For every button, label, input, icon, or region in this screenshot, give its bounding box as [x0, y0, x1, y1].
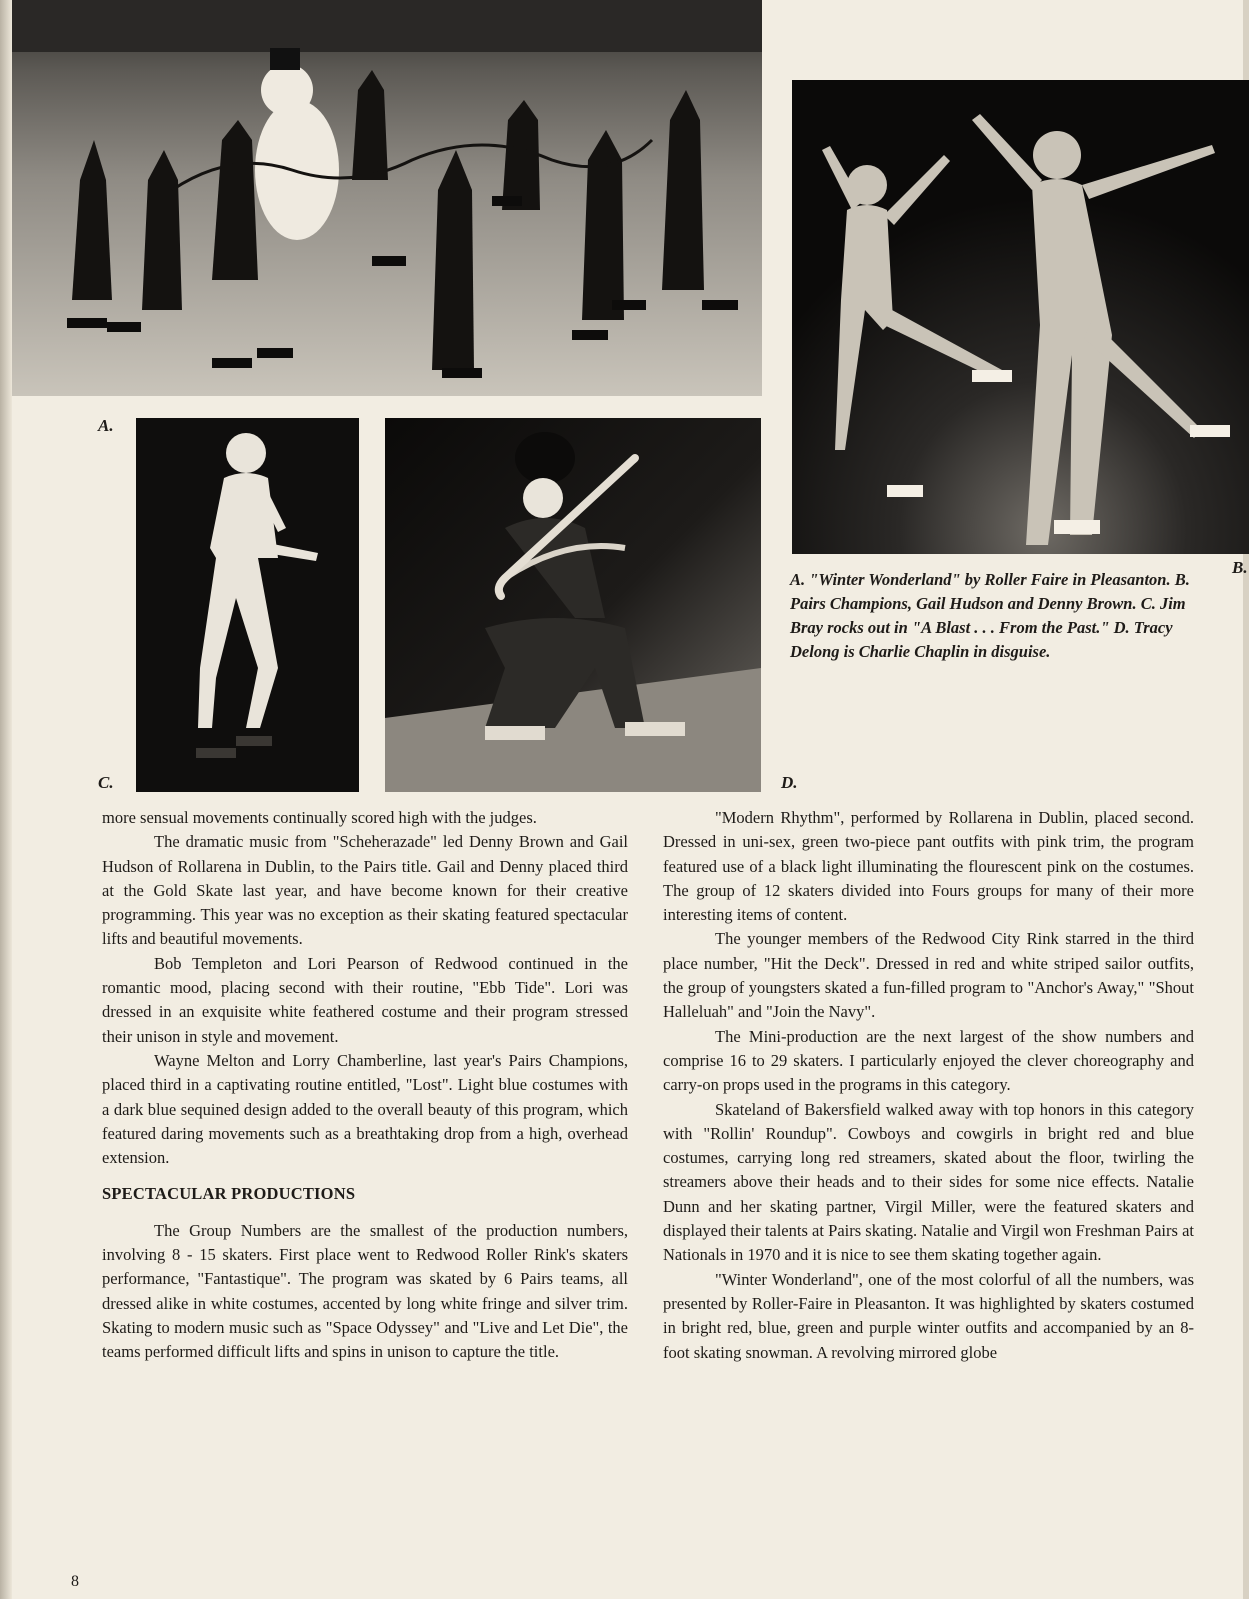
photo-a-winter-wonderland — [12, 0, 762, 396]
roller-skating-group-photo — [12, 0, 762, 396]
photo-a-label: A. — [98, 416, 114, 435]
paragraph: The Group Numbers are the smallest of the production numbers, involving 8 - 15 skaters. First place went to Redwood Roller Rink's skaters performance, "Fantastique". The program was skated by 6 Pairs teams, all dressed alike in white costumes, accented by long white fringe and silver trim. Skating to modern music such as "Space Odyssey" and "Live and Let Die", the teams performed difficult lifts and spins in unison to capture the title. — [102, 1220, 628, 1362]
paragraph: The younger members of the Redwood City Rink starred in the third place number, "Hit the Deck". Dressed in red and white striped sailor outfits, the group of youngsters skated a fun-filled program to "Anchor's Away," "Shout Halleluah" and "Join the Navy". — [663, 929, 1194, 1022]
paragraph: "Modern Rhythm", performed by Rollarena in Dublin, placed second. Dressed in uni-sex, green two-piece pant outfits with pink trim, the program featured use of a black light illuminating the flourescent pink on the costumes. The group of 12 skaters divided into Fours groups for many of their more interesting items of content. — [663, 808, 1194, 925]
solo-skater-white-suit-photo — [136, 418, 359, 792]
photo-d-label: D. — [781, 773, 798, 792]
photo-b-pairs-champions — [792, 80, 1249, 554]
pairs-skaters-photo — [792, 80, 1249, 554]
photo-b-label: B. — [1232, 558, 1248, 577]
charlie-chaplin-skater-photo — [385, 418, 761, 792]
article-column-right — [663, 806, 1194, 1365]
paragraph: "Winter Wonderland", one of the most colorful of all the numbers, was presented by Roller-Faire in Pleasanton. It was highlighted by skaters costumed in bright red, blue, green and purple winter outfits and accompanied by an 8-foot skating snowman. A revolving mirrored globe — [663, 1269, 1194, 1362]
paragraph: Skateland of Bakersfield walked away with top honors in this category with "Rollin' Roundup". Cowboys and cowgirls in bright red and blue costumes, carrying long red streamers, skated about the floor, twirling the streamers above their heads and to their sides for some nice effects. Natalie Dunn and her skating partner, Virgil Miller, were the featured skaters and displayed their talents at Pairs skating. Natalie and Virgil won Freshman Pairs at Nationals in 1970 and it is nice to see them skating together again. — [663, 1099, 1194, 1265]
page-number: 8 — [71, 1573, 79, 1590]
article-column-left — [102, 806, 628, 1365]
paragraph: The Mini-production are the next largest of the show numbers and comprise 16 to 29 skaters. I particularly enjoyed the clever choreography and carry-on props used in the programs in this category. — [663, 1026, 1194, 1095]
photo-c-label: C. — [98, 773, 114, 792]
section-heading: SPECTACULAR PRODUCTIONS — [102, 1184, 356, 1204]
photo-caption: A. "Winter Wonderland" by Roller Faire in Pleasanton. B. Pairs Champions, Gail Hudson and Denny Brown. C. Jim Bray rocks out in "A Blast . . . From the Past." D. Tracy Delong is Charlie Chaplin in disguise. — [790, 570, 1190, 661]
page-binding-edge — [0, 0, 12, 1599]
paragraph: The dramatic music from "Scheherazade" led Denny Brown and Gail Hudson of Rollarena in Dublin, to the Pairs title. Gail and Denny placed third at the Gold Skate last year, and have become known for their creative programming. This year was no exception as their skating featured spectacular lifts and beautiful movements. — [102, 832, 628, 949]
photo-c-jim-bray — [136, 418, 359, 792]
photo-d-tracy-delong — [385, 418, 761, 792]
paragraph: Bob Templeton and Lori Pearson of Redwood continued in the romantic mood, placing second with their routine, "Ebb Tide". Lori was dressed in an exquisite white feathered costume and their program stressed their unison in style and movement. — [102, 953, 628, 1046]
paragraph: more sensual movements continually scored high with the judges. — [102, 808, 537, 827]
paragraph: Wayne Melton and Lorry Chamberline, last year's Pairs Champions, placed third in a captivating routine entitled, "Lost". Light blue costumes with a dark blue sequined design added to the overall beauty of this program, which featured daring movements such as a breathtaking drop from a high, overhead extension. — [102, 1050, 628, 1168]
